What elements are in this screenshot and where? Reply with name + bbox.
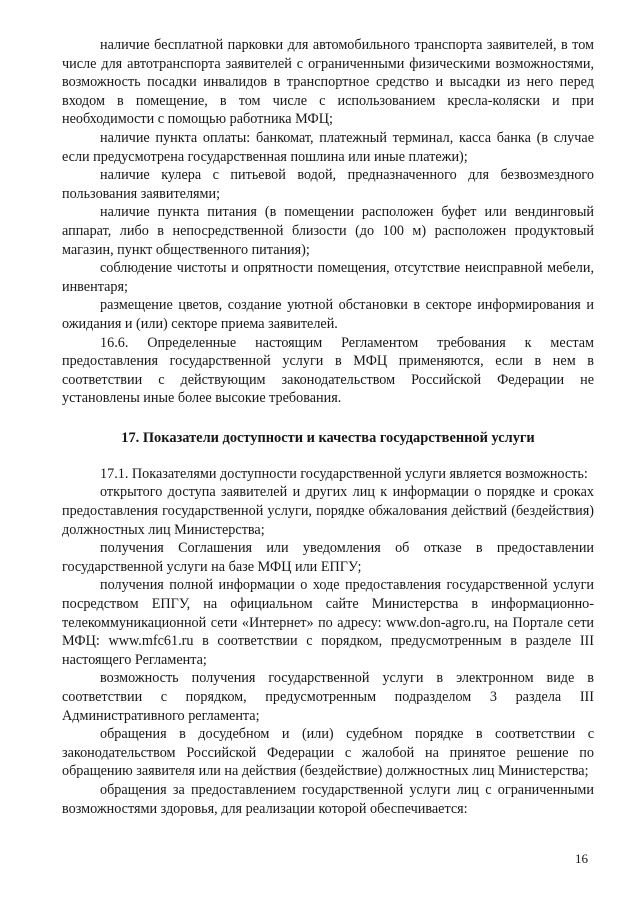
paragraph-agreement: получения Соглашения или уведомления об отказе в предоставлении государственной услуги на базе МФЦ или ЕПГУ; bbox=[62, 540, 594, 575]
paragraph-open-access: открытого доступа заявителей и других лиц к информации о порядке и сроках предоставления государственной услуги, порядке обжалования действий (бездействия) должностных лиц Министерства; bbox=[62, 484, 594, 538]
document-page bbox=[62, 36, 594, 818]
paragraph-full-info: получения полной информации о ходе предоставления государственной услуги посредством ЕПГУ, на официальном сайте Министерства в информационно-телекоммуникационной сети «Интернет» по адресу: www.don-agro.ru, на Портале сети МФЦ: www.mfc61.ru в соответствии с порядком, предусмотренным в разделе III настоящего Регламента; bbox=[62, 577, 594, 668]
paragraph-disabilities: обращения за предоставлением государственной услуги лиц с ограниченными возможностями здоровья, для реализации которой обеспечивается: bbox=[62, 781, 594, 817]
section-heading: 17. Показатели доступности и качества государственной услуги bbox=[121, 429, 535, 446]
paragraph-payment-point: наличие пункта оплаты: банкомат, платежный терминал, касса банка (в случае если предусмотрена государственная пошлина или иные платежи); bbox=[62, 129, 594, 165]
paragraph-food-point: наличие пункта питания (в помещении расположен буфет или вендинговый аппарат, либо в непосредственной близости (до 100 м) расположен продуктовый магазин, пункт общественного питания); bbox=[62, 204, 594, 258]
paragraph-electronic: возможность получения государственной услуги в электронном виде в соответствии с порядком, предусмотренным подразделом 3 раздела III Административного регламента; bbox=[62, 670, 594, 724]
paragraph-17-1: 17.1. Показателями доступности государственной услуги является возможность: bbox=[100, 465, 588, 482]
paragraph-parking: наличие бесплатной парковки для автомобильного транспорта заявителей, в том числе для автотранспорта заявителей с ограниченными физическими возможностями, возможность посадки инвалидов в транспортное средство и высадки из него перед входом в помещение, в том числе с использованием кресла-коляски и при необходимости с помощью работника МФЦ; bbox=[62, 37, 594, 128]
paragraph-cleanliness: соблюдение чистоты и опрятности помещения, отсутствие неисправной мебели, инвентаря; bbox=[62, 260, 594, 295]
page-number: 16 bbox=[575, 851, 588, 866]
paragraph-appeal: обращения в досудебном и (или) судебном порядке в соответствии с законодательством Российской Федерации с жалобой на принятое решение по обращению заявителя или на действия (бездействие) должностных лиц Министерства; bbox=[62, 726, 594, 780]
paragraph-flowers: размещение цветов, создание уютной обстановки в секторе информирования и ожидания и (или) секторе приема заявителей. bbox=[62, 297, 594, 332]
paragraph-water-cooler: наличие кулера с питьевой водой, предназначенного для безвозмездного пользования заявителями; bbox=[62, 167, 594, 202]
paragraph-16-6: 16.6. Определенные настоящим Регламентом требования к местам предоставления государственной услуги в МФЦ применяются, если в нем в соответствии с действующим законодательством Российской Федерации не установлены иные более высокие требования. bbox=[62, 334, 594, 407]
